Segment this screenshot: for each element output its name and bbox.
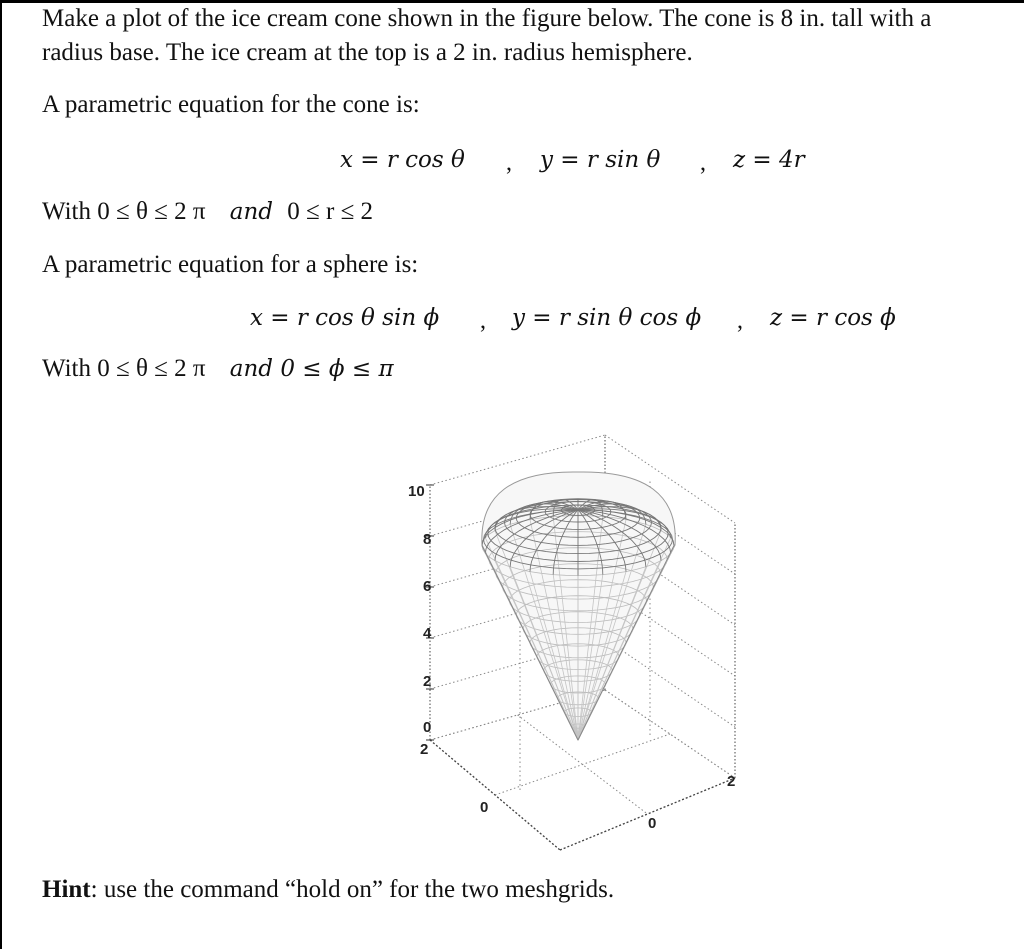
z-axis-ticks (408, 483, 432, 758)
z-tick-6: 6 (423, 578, 432, 595)
cone-eq-sep-2: , (700, 150, 706, 176)
gridline-right-wall (605, 639, 735, 727)
hint: Hint: use the command “hold on” for the two meshgrids. (42, 876, 615, 903)
z-tick-8: 8 (423, 531, 432, 548)
sphere-eq-x: x = r cos θ sin ϕ (250, 305, 440, 331)
cone-eq-sep-1: , (506, 150, 512, 176)
cone-eq-z: z = 4r (733, 147, 805, 173)
sphere-heading: A parametric equation for a sphere is: (42, 251, 419, 278)
z-tick-0: 0 (423, 719, 432, 736)
intro-line-2: radius base. The ice cream at the top is a 2 in. radius hemisphere. (42, 39, 693, 66)
ice-cream-cone-figure (390, 400, 770, 860)
z-tick-10: 10 (408, 483, 425, 500)
sphere-eq-y: y = r sin θ cos ϕ (512, 305, 702, 331)
gridline-floor (495, 734, 670, 795)
cone-eq-y: y = r sin θ (540, 147, 661, 173)
cone-range: With 0 ≤ θ ≤ 2 π and 0 ≤ r ≤ 2 (42, 198, 374, 225)
sphere-eq-z: z = r cos ϕ (770, 305, 896, 331)
y-tick-2-right: 2 (727, 773, 736, 790)
z-tick-2: 2 (423, 673, 432, 690)
cone-eq-x: x = r cos θ (340, 147, 465, 173)
intro-line-1: Make a plot of the ice cream cone shown in the figure below. The cone is 8 in. tall with a (42, 5, 932, 32)
cone-surface-mesh (482, 472, 675, 740)
x-tick-0-right: 0 (648, 815, 657, 832)
sphere-eq-sep-2: , (737, 308, 743, 334)
sphere-range: With 0 ≤ θ ≤ 2 π and 0 ≤ ϕ ≤ π (42, 355, 394, 382)
left-border (0, 0, 2, 949)
base-axis-ticks (480, 773, 735, 832)
y-tick-2-left: 2 (420, 741, 429, 758)
x-tick-0-left: 0 (480, 799, 489, 816)
axis-edge-front (430, 740, 560, 850)
sphere-eq-sep-1: , (480, 308, 486, 334)
z-tick-4: 4 (423, 625, 432, 642)
cone-heading: A parametric equation for the cone is: (42, 91, 420, 118)
